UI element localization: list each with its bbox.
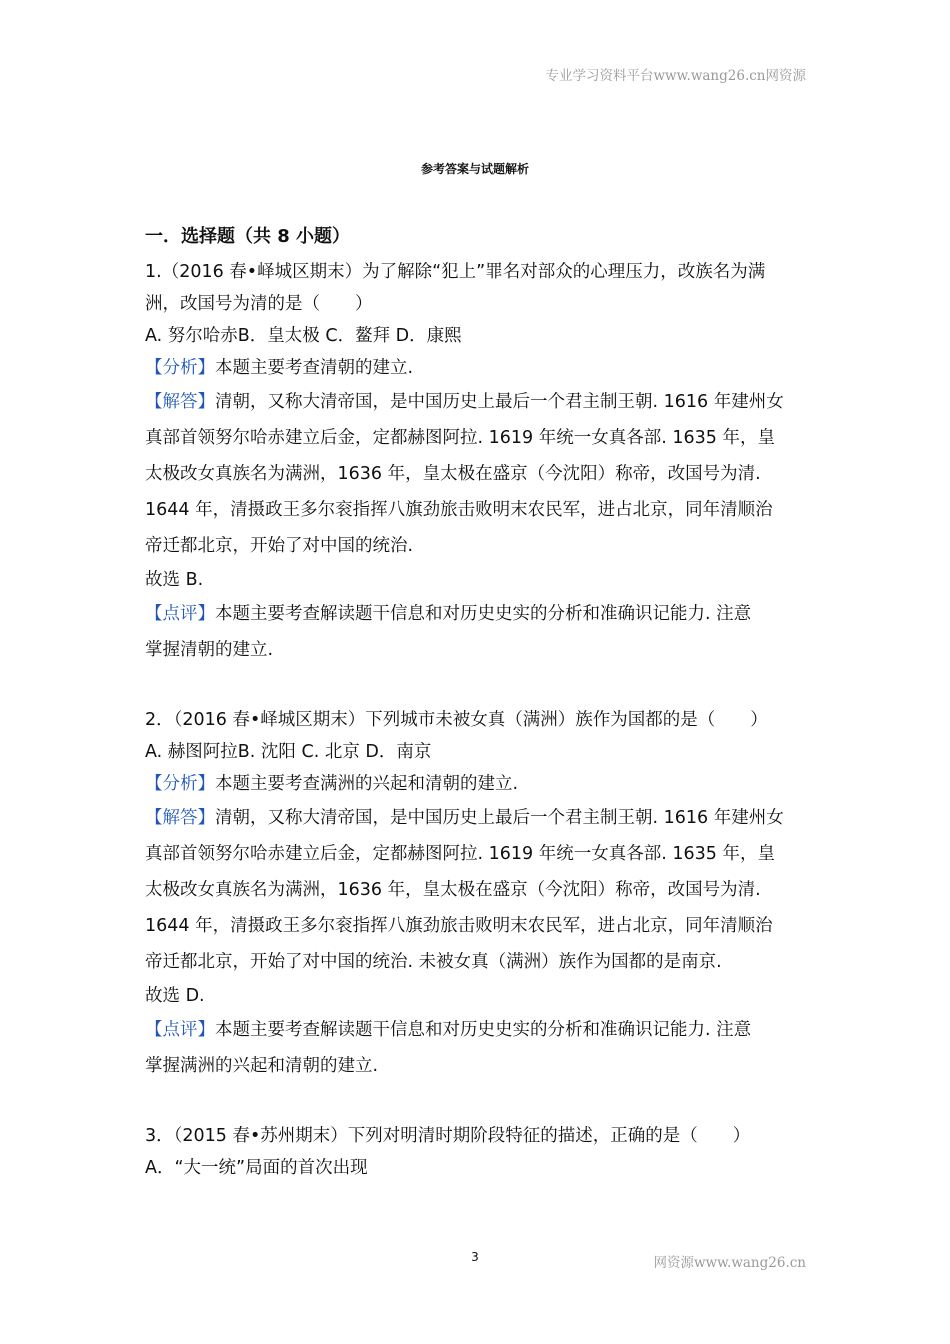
q2-answer-text1: 清朝，又称大清帝国，是中国历史上最后一个君主制王朝. 1616 年建州女	[215, 808, 784, 828]
q2-answer-line3: 太极改女真族名为满洲，1636 年，皇太极在盛京（今沈阳）称帝，改国号为清.	[145, 880, 761, 900]
q2-comment-line2: 掌握满洲的兴起和清朝的建立.	[145, 1056, 379, 1076]
q2-stem: 2．（2016 春•峄城区期末）下列城市未被女真（满洲）族作为国都的是（ ）	[145, 710, 768, 730]
q1-comment-text1: 本题主要考查解读题干信息和对历史史实的分析和准确识记能力. 注意	[215, 604, 752, 624]
q1-answer-line2: 真部首领努尔哈赤建立后金，定都赫图阿拉. 1619 年统一女真各部. 1635 年，皇	[145, 428, 775, 448]
q1-analysis	[145, 352, 809, 384]
page-number: 3	[471, 1250, 479, 1264]
q2-analysis-text: 本题主要考查满洲的兴起和清朝的建立.	[215, 774, 519, 794]
page-title: 参考答案与试题解析	[420, 162, 529, 176]
comment-tag: 【点评】	[145, 604, 215, 624]
q2-analysis	[145, 768, 809, 800]
q2-answer-line2: 真部首领努尔哈赤建立后金，定都赫图阿拉. 1619 年统一女真各部. 1635 年，皇	[145, 844, 775, 864]
q1-answer-line4: 1644 年，清摄政王多尔衮指挥八旗劲旅击败明末农民军，进占北京，同年清顺治	[145, 500, 773, 520]
q3-stem: 3．（2015 春•苏州期末）下列对明清时期阶段特征的描述，正确的是（ ）	[145, 1126, 751, 1146]
q1-answer-line3: 太极改女真族名为满洲，1636 年，皇太极在盛京（今沈阳）称帝，改国号为清.	[145, 464, 761, 484]
q1-answer-text1: 清朝，又称大清帝国，是中国历史上最后一个君主制王朝. 1616 年建州女	[215, 392, 784, 412]
answer-tag: 【解答】	[145, 808, 215, 828]
q1-analysis-text: 本题主要考查清朝的建立.	[215, 358, 414, 378]
q1-stem-line2: 洲，改国号为清的是（ ）	[145, 294, 373, 314]
q2-answer-line4: 1644 年，清摄政王多尔衮指挥八旗劲旅击败明末农民军，进占北京，同年清顺治	[145, 916, 773, 936]
q2-answer-line1	[145, 800, 809, 836]
question-content	[145, 256, 809, 1184]
q2-choice: 故选 D.	[145, 986, 205, 1006]
comment-tag: 【点评】	[145, 1020, 215, 1040]
q3-option-a: A．“大一统”局面的首次出现	[145, 1158, 368, 1178]
q2-comment-line1	[145, 1012, 809, 1048]
analysis-tag: 【分析】	[145, 358, 215, 378]
q2-answer-line5: 帝迁都北京，开始了对中国的统治. 未被女真（满洲）族作为国都的是南京.	[145, 952, 722, 972]
analysis-tag: 【分析】	[145, 774, 215, 794]
q1-comment-line2: 掌握清朝的建立.	[145, 640, 274, 660]
q2-comment-text1: 本题主要考查解读题干信息和对历史史实的分析和准确识记能力. 注意	[215, 1020, 752, 1040]
header-watermark: 专业学习资料平台www.wang26.cn网资源	[545, 68, 806, 84]
q1-answer-line1	[145, 384, 809, 420]
q1-stem-line1: 1.（2016 春•峄城区期末）为了解除“犯上”罪名对部众的心理压力，改族名为满	[145, 262, 766, 282]
q1-answer-line5: 帝迁都北京，开始了对中国的统治.	[145, 536, 414, 556]
q1-comment-line1	[145, 596, 809, 632]
q1-choice: 故选 B.	[145, 570, 204, 590]
q1-options: A. 努尔哈赤B．皇太极 C．鳌拜 D．康熙	[145, 326, 462, 346]
section-heading: 一．选择题（共 8 小题）	[145, 226, 351, 247]
footer-watermark: 网资源www.wang26.cn	[653, 1255, 806, 1271]
q2-options: A. 赫图阿拉B. 沈阳 C. 北京 D．南京	[145, 742, 432, 762]
answer-tag: 【解答】	[145, 392, 215, 412]
